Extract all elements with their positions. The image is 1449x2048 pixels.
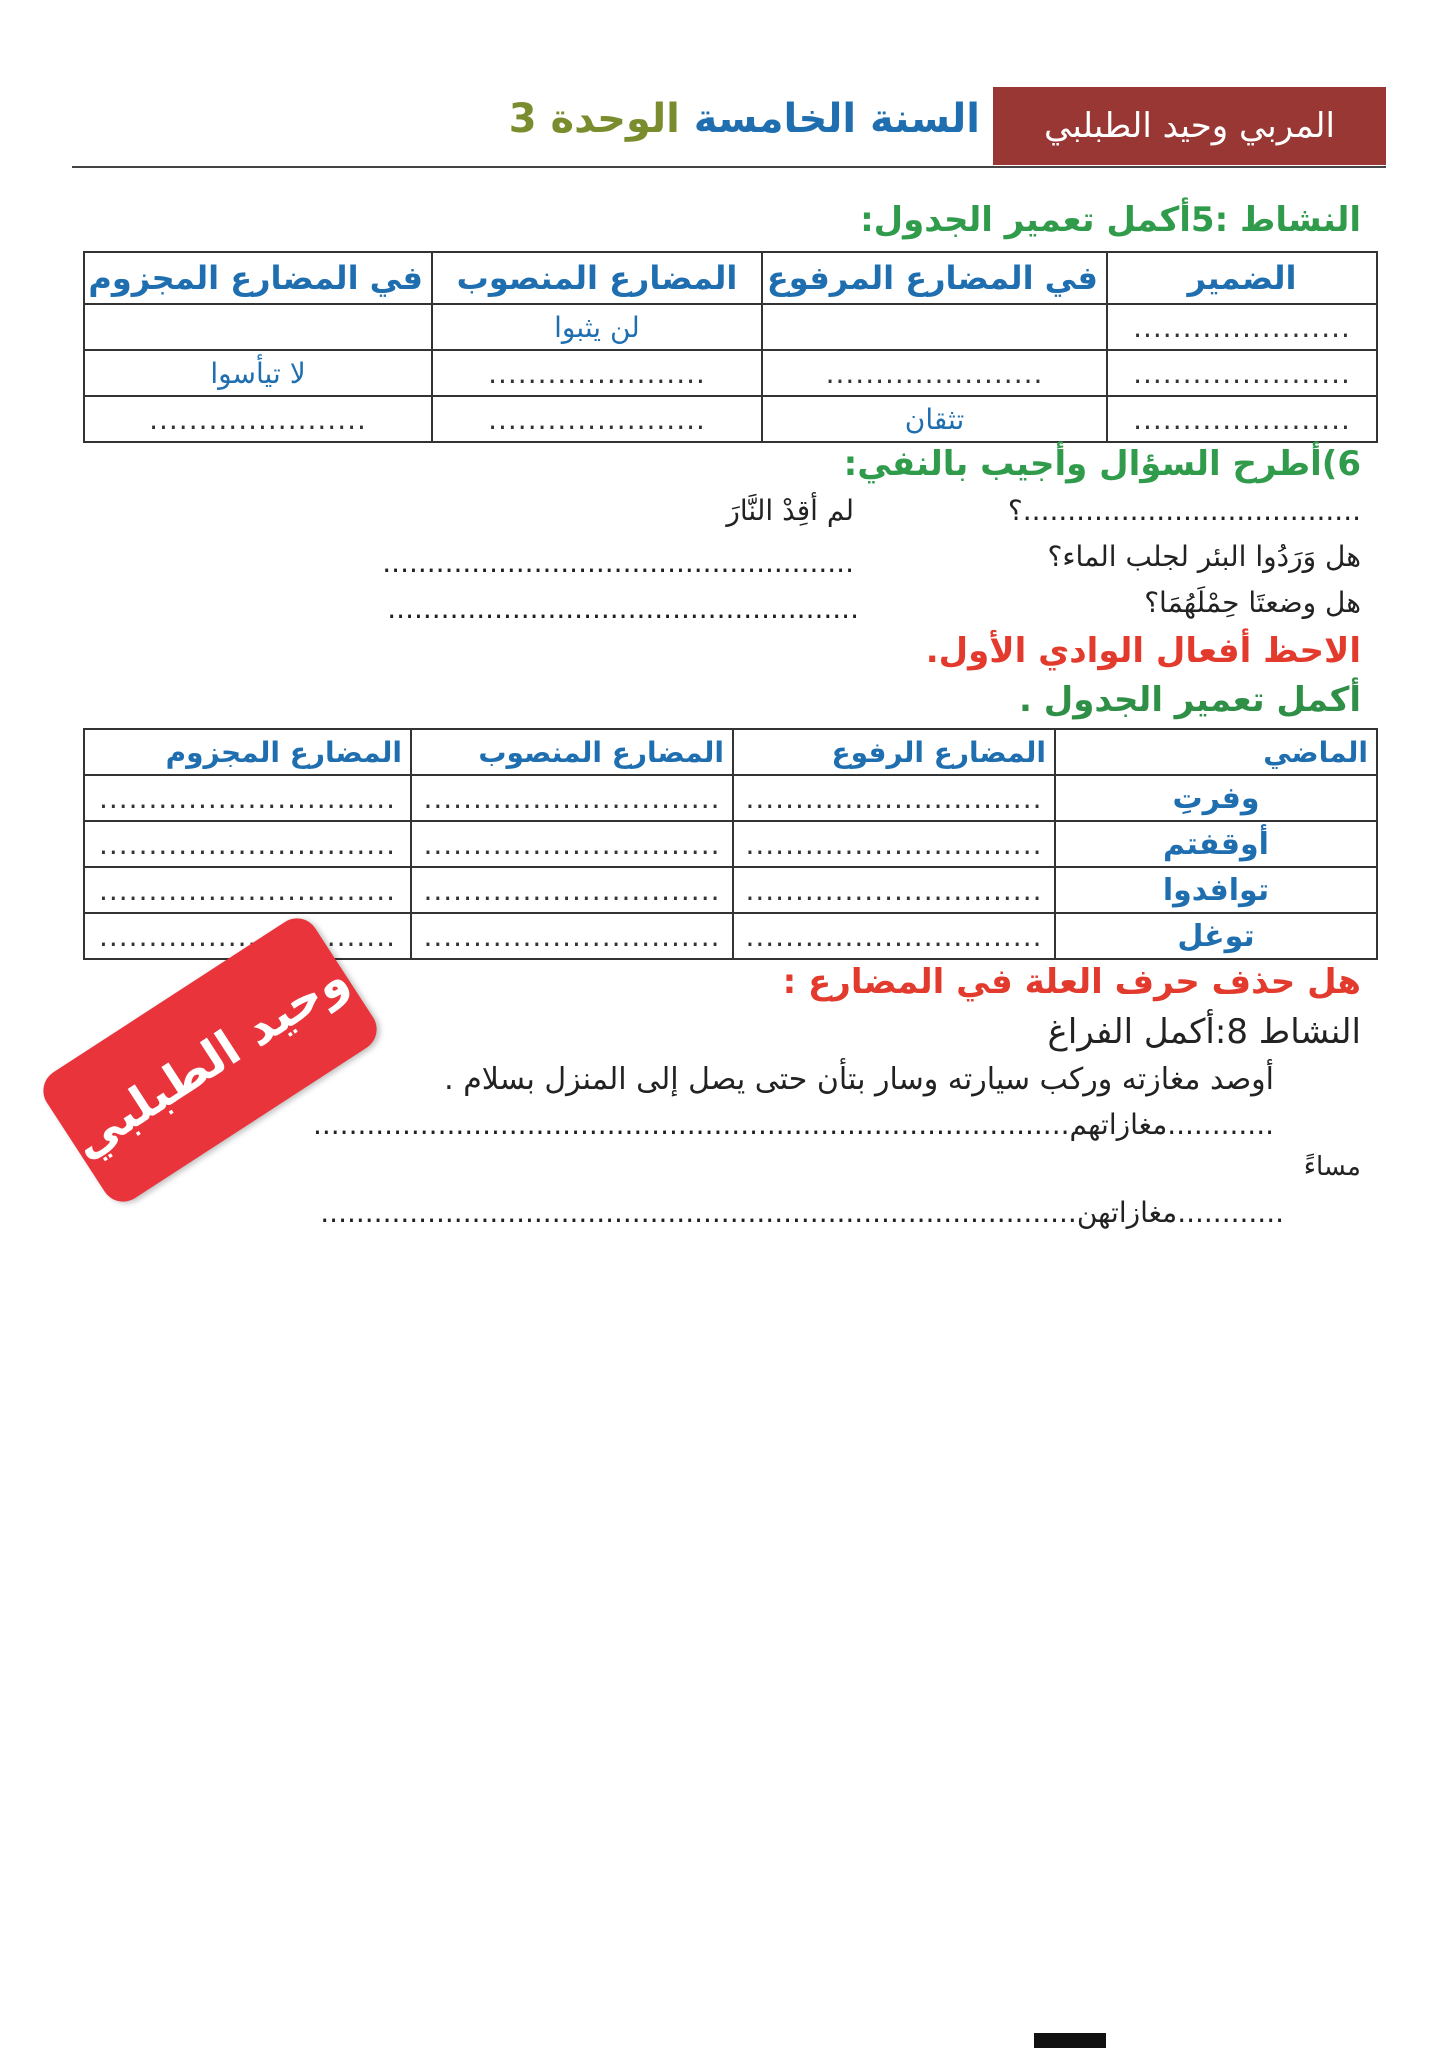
question2: هل وَرَدُوا البئر لجلب الماء؟ bbox=[1047, 540, 1361, 573]
question3-answer-line[interactable]: ..................................................... bbox=[387, 592, 859, 625]
weak-letter-question: هل حذف حرف العلة في المضارع : bbox=[782, 962, 1361, 1002]
table-cell[interactable]: .............................. bbox=[84, 867, 411, 913]
table-row bbox=[84, 350, 1377, 396]
header-divider bbox=[72, 166, 1386, 168]
title-unit: الوحدة 3 bbox=[508, 96, 680, 142]
column-header: الضمير bbox=[1107, 252, 1377, 304]
question1-answer: لم أقِدْ النَّارَ bbox=[726, 494, 854, 527]
table-cell: توافدوا bbox=[1055, 867, 1377, 913]
column-header: الماضي bbox=[1055, 729, 1377, 775]
table-cell[interactable]: .............................. bbox=[84, 821, 411, 867]
table-row bbox=[84, 867, 1377, 913]
answer-line-2[interactable] bbox=[320, 1196, 1284, 1229]
line1-label: مغازاتهم bbox=[1069, 1108, 1168, 1141]
table-row bbox=[84, 775, 1377, 821]
table-cell: أوقفتم bbox=[1055, 821, 1377, 867]
activity6-heading: 6)أطرح السؤال وأجيب بالنفي: bbox=[843, 444, 1361, 484]
column-header: المضارع المنصوب bbox=[411, 729, 733, 775]
evening-word: مساءً bbox=[1303, 1152, 1361, 1182]
author-stamp: وحيد الطبلبي bbox=[35, 910, 385, 1210]
table-cell[interactable]: .............................. bbox=[733, 867, 1055, 913]
table-cell[interactable]: ...................... bbox=[1107, 350, 1377, 396]
activity5-table bbox=[83, 251, 1378, 443]
table-row bbox=[84, 304, 1377, 350]
table-cell: لا تيأسوا bbox=[84, 350, 432, 396]
table-cell[interactable]: .............................. bbox=[84, 775, 411, 821]
question1-prompt[interactable]: ......................................؟ bbox=[1007, 494, 1361, 527]
table-cell[interactable]: .............................. bbox=[411, 821, 733, 867]
line1-trailing-dots[interactable]: ............ bbox=[1167, 1108, 1274, 1141]
verb-conjugation-table bbox=[83, 728, 1378, 960]
question2-answer-line[interactable]: ..................................................... bbox=[382, 546, 854, 579]
column-header: في المضارع المرفوع bbox=[762, 252, 1107, 304]
table2-heading: أكمل تعمير الجدول . bbox=[1019, 680, 1361, 720]
table-cell[interactable]: .............................. bbox=[411, 867, 733, 913]
activity8-heading: النشاط 8:أكمل الفراغ bbox=[1047, 1012, 1361, 1052]
column-header: المضارع الرفوع bbox=[733, 729, 1055, 775]
table-cell[interactable]: ...................... bbox=[762, 350, 1107, 396]
table-cell[interactable]: ...................... bbox=[84, 396, 432, 442]
table-cell[interactable]: .............................. bbox=[84, 913, 411, 959]
column-header: المضارع المنصوب bbox=[432, 252, 762, 304]
activity5-heading: النشاط :5أكمل تعمير الجدول: bbox=[860, 200, 1361, 240]
table-cell[interactable]: ...................... bbox=[1107, 304, 1377, 350]
page-edge-tab bbox=[1034, 2033, 1106, 2048]
table-cell[interactable]: .............................. bbox=[733, 821, 1055, 867]
question3: هل وضعتَا حِمْلَهُمَا؟ bbox=[1144, 586, 1361, 619]
table-cell[interactable]: .............................. bbox=[411, 775, 733, 821]
table-cell: وفرتِ bbox=[1055, 775, 1377, 821]
column-header: في المضارع المجزوم bbox=[84, 252, 432, 304]
answer-line-1[interactable] bbox=[313, 1108, 1274, 1141]
table-row bbox=[84, 396, 1377, 442]
table-cell[interactable]: .............................. bbox=[411, 913, 733, 959]
page-title bbox=[508, 96, 980, 156]
table-cell: توغل bbox=[1055, 913, 1377, 959]
table-cell[interactable] bbox=[84, 304, 432, 350]
table-header-row bbox=[84, 252, 1377, 304]
table-cell[interactable]: ...................... bbox=[432, 350, 762, 396]
line2-trailing-dots[interactable]: ............ bbox=[1177, 1196, 1284, 1229]
table-cell[interactable]: ...................... bbox=[432, 396, 762, 442]
table-header-row bbox=[84, 729, 1377, 775]
past-verbs-note: الاحظ أفعال الوادي الأول. bbox=[925, 631, 1361, 671]
table-cell[interactable] bbox=[762, 304, 1107, 350]
line2-dots[interactable]: ..................................................................................... bbox=[320, 1196, 1077, 1229]
activity8-sentence: أوصد مغازته وركب سيارته وسار بتأن حتى يصل إلى المنزل بسلام . bbox=[444, 1062, 1274, 1097]
table-cell[interactable]: .............................. bbox=[733, 775, 1055, 821]
line2-label: مغازاتهن bbox=[1076, 1196, 1178, 1229]
table-cell[interactable]: .............................. bbox=[733, 913, 1055, 959]
column-header: المضارع المجزوم bbox=[84, 729, 411, 775]
table-cell: تثقان bbox=[762, 396, 1107, 442]
title-grade: السنة الخامسة bbox=[693, 96, 980, 142]
table-cell: لن يثبوا bbox=[432, 304, 762, 350]
line1-dots[interactable]: ..................................................................................... bbox=[312, 1108, 1070, 1141]
table-row bbox=[84, 821, 1377, 867]
teacher-name-banner: المربي وحيد الطبلبي bbox=[993, 87, 1386, 165]
table-cell[interactable]: ...................... bbox=[1107, 396, 1377, 442]
